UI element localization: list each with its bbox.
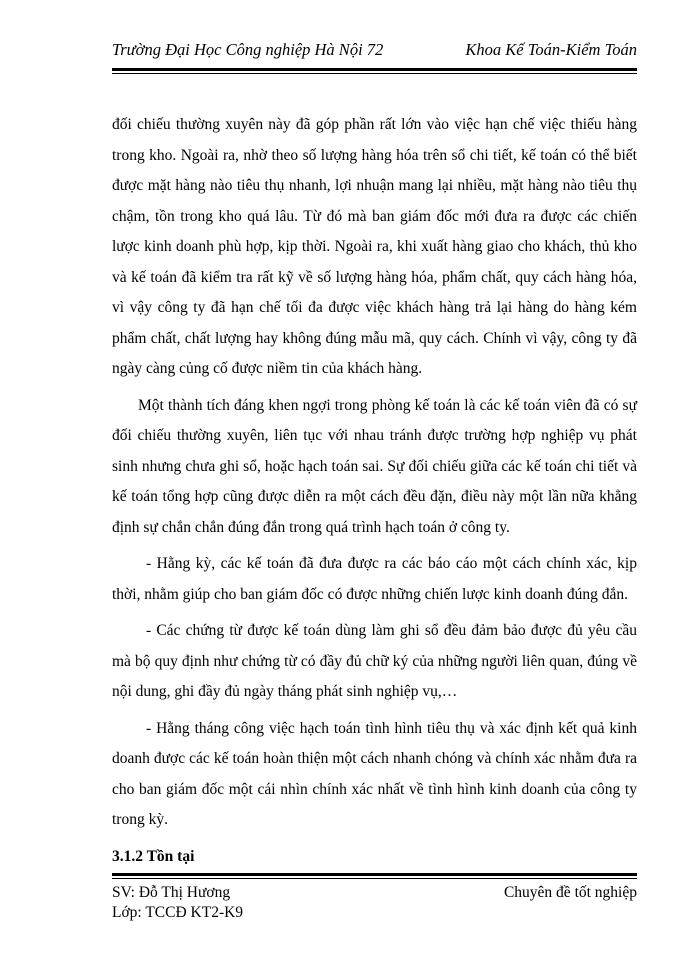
footer-class: Lớp: TCCĐ KT2-K9	[112, 904, 244, 921]
paragraph-2: Một thành tích đáng khen ngợi trong phòng kế toán là các kế toán viên đã có sự đối chiếu thường xuyên, liên tục với nhau tránh được trường hợp nghiệp vụ phát sinh nhưng chưa ghi sổ, hoặc hạch toán sai. Sự đối chiếu giữa các kế toán chi tiết và kế toán tổng hợp cũng được diễn ra một cách đều đặn, điều này một lần nữa khẳng định sự chắn chắn đúng đắn trong quá trình hạch toán ở công ty.	[112, 396, 637, 536]
footer-rule	[112, 873, 637, 879]
paragraph-3: - Hằng kỳ, các kế toán đã đưa được ra các báo cáo một cách chính xác, kịp thời, nhằm giúp cho ban giám đốc có được những chiến lược kinh doanh đúng đắn.	[112, 555, 637, 603]
header-rule	[112, 68, 637, 74]
section-heading: 3.1.2 Tồn tại	[112, 847, 195, 865]
page-header	[112, 40, 637, 66]
paragraph-4: - Các chứng từ được kế toán dùng làm ghi sổ đều đảm bảo được đủ yêu cầu mà bộ quy định như chứng từ có đầy đủ chữ ký của những người liên quan, đúng về nội dung, ghi đầy đủ ngày tháng phát sinh nghiệp vụ,…	[112, 622, 637, 700]
page-footer	[112, 883, 637, 923]
document-body	[112, 110, 637, 878]
footer-thesis: Chuyên đề tốt nghiệp	[503, 884, 637, 901]
footer-student: SV: Đỗ Thị Hương	[112, 884, 231, 901]
paragraph-1: đối chiếu thường xuyên này đã góp phần rất lớn vào việc hạn chế việc thiếu hàng trong kho. Ngoài ra, nhờ theo số lượng hàng hóa trên sổ chi tiết, kế toán có thể biết được mặt hàng nào tiêu thụ nhanh, lợi nhuận mang lại nhiều, mặt hàng nào tiêu thụ chậm, tồn trong kho quá lâu. Từ đó mà ban giám đốc mới đưa ra được các chiến lược kinh doanh phù hợp, kịp thời. Ngoài ra, khi xuất hàng giao cho khách, thủ kho và kế toán đã kiểm tra rất kỹ về số lượng hàng hóa, phẩm chất, quy cách hàng hóa, vì vậy công ty đã hạn chế tối đa được việc khách hàng trả lại hàng do hàng kém phẩm chất, chất lượng hay không đúng mẫu mã, quy cách. Chính vì vậy, công ty đã ngày càng củng cố được niềm tin của khách hàng.	[112, 116, 637, 377]
paragraph-5: - Hằng tháng công việc hạch toán tình hình tiêu thụ và xác định kết quả kinh doanh được các kế toán hoàn thiện một cách nhanh chóng và chính xác nhằm đưa ra cho ban giám đốc một cái nhìn chính xác nhất về tình hình kinh doanh của công ty trong kỳ.	[112, 719, 637, 828]
header-faculty: Khoa Kế Toán-Kiểm Toán	[465, 40, 637, 59]
header-school: Trường Đại Học Công nghiệp Hà Nội 72	[112, 40, 384, 59]
